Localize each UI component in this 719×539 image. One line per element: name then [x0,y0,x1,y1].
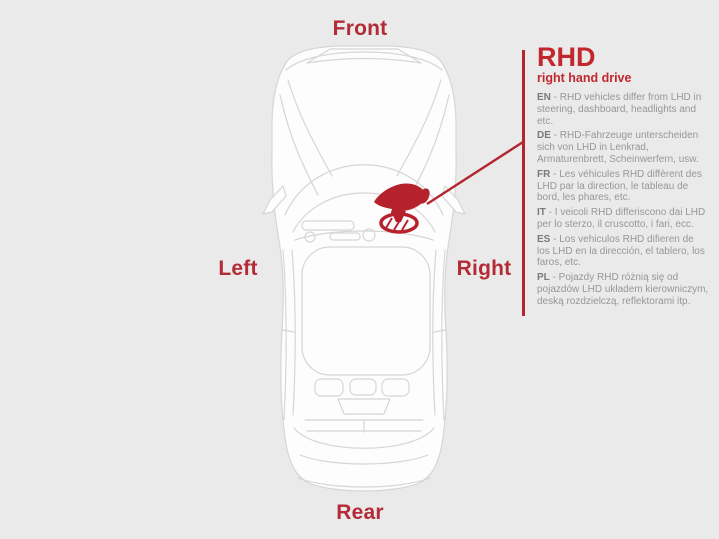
lang-code: EN [537,92,551,103]
lang-entry-it [537,207,709,231]
lang-code: FR [537,168,551,180]
lang-code: ES [537,233,551,245]
language-entries [537,92,709,308]
lang-text: Los vehiculos RHD difieren de los LHD en la dirección, el tablero, los faros, etc. [537,233,705,269]
lang-code: DE [537,130,551,142]
lang-separator: - [550,92,560,103]
lang-entry-en [537,92,709,127]
panel-title: RHD [537,42,596,72]
panel-subtitle: right hand drive [537,71,632,85]
lang-text: Pojazdy RHD różnią się od pojazdów LHD układem kierowniczym, deską rozdzielczą, reflektorami itp. [537,272,709,307]
lang-code: PL [537,272,550,284]
lang-code: IT [537,207,546,219]
lang-separator: - [549,272,559,284]
lang-entry-pl [537,272,709,307]
front-label: Front [332,17,388,40]
lang-entry-de [537,130,709,165]
rear-label: Rear [336,501,384,524]
lang-text: I veicoli RHD differiscono dai LHD per lo sterzo, il cruscotto, i fari, ecc. [537,207,706,230]
rhd-info-panel [537,44,709,311]
panel-accent-line [522,50,525,316]
car-top-view-outline [263,46,465,491]
lang-separator: - [550,130,560,142]
lang-entry-es [537,234,709,269]
left-label: Left [218,257,258,280]
lang-separator: - [550,168,560,180]
lang-text: RHD-Fahrzeuge unterscheiden sich von LHD in Lenkrad, Armaturenbrett, Scheinwerfern, usw. [537,130,699,165]
lang-entry-fr [537,169,709,204]
right-label: Right [456,257,512,280]
lang-separator: - [550,233,560,245]
lang-text: Les véhicules RHD diffèrent des LHD par la direction, le tableau de bord, les phares, etc. [537,168,702,204]
lang-text: RHD vehicles differ from LHD in steering, dashboard, headlights and etc. [537,92,702,127]
lang-separator: - [545,207,555,219]
